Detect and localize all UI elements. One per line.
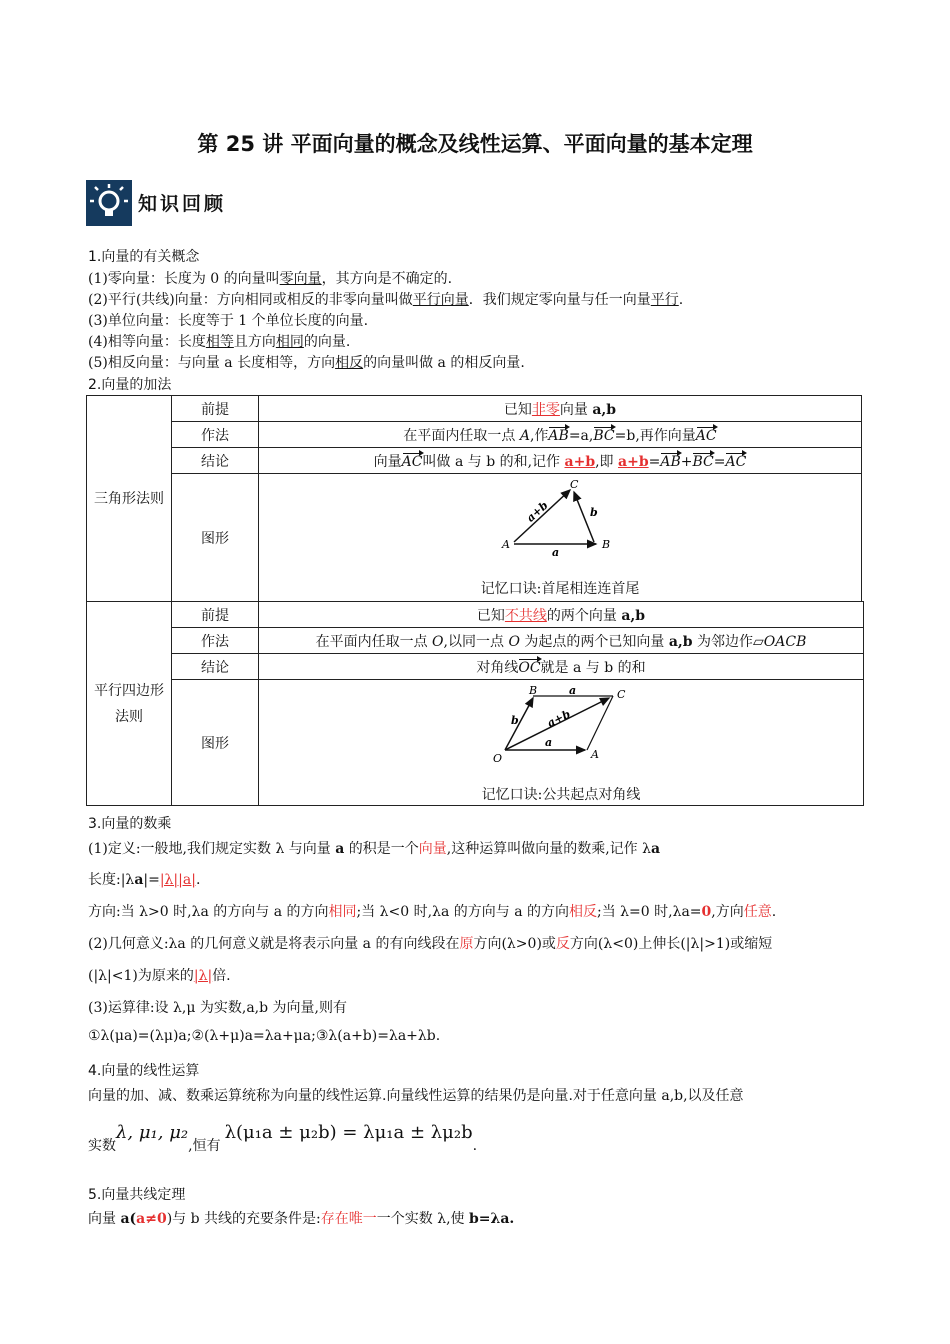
s3-laws-formulas: ①λ(μa)=(λμ)a;②(λ+μ)a=λa+μa;③λ(a+b)=λa+λb.	[88, 1028, 441, 1044]
parallelogram-conclusion: 对角线OC就是 a 与 b 的和	[259, 654, 864, 680]
row-label-conclusion: 结论	[172, 448, 259, 474]
s3-length: 长度:|λa|=|λ||a|.	[88, 872, 201, 888]
s3-direction: 方向:当 λ>0 时,λa 的方向与 a 的方向相同;当 λ<0 时,λa 的方向与 a 的方向相反;当 λ=0 时,λa=0,方向任意.	[88, 904, 777, 920]
point-O: O	[493, 752, 503, 765]
row-label-method: 作法	[172, 628, 259, 654]
row-label-figure: 图形	[172, 680, 259, 806]
triangle-figure	[490, 476, 630, 558]
triangle-rule-name: 三角形法则	[87, 396, 172, 602]
label-b: b	[511, 714, 519, 727]
row-label-premise: 前提	[172, 602, 259, 628]
section-4-heading: 4.向量的线性运算	[88, 1063, 200, 1079]
point-B: B	[529, 684, 538, 697]
s4-formula-line: 实数λ, μ₁, μ₂,恒有λ(μ₁a ± μ₂b) = λμ₁a ± λμ₂b.	[88, 1122, 478, 1154]
triangle-figure-cell	[259, 474, 862, 602]
s5-theorem: 向量 a(a≠0)与 b 共线的充要条件是:存在唯一一个实数 λ,使 b=λa.	[88, 1211, 515, 1227]
lightbulb-icon	[86, 180, 132, 226]
label-a-bottom: a	[545, 736, 553, 749]
parallelogram-rule-name: 平行四边形法则	[87, 602, 172, 806]
section-2-heading: 2.向量的加法	[88, 377, 172, 393]
point-A: A	[502, 538, 510, 551]
s1-line-4: (4)相等向量：长度相等且方向相同的向量.	[88, 334, 351, 350]
label-a-top: a	[569, 684, 577, 697]
s3-geometric-meaning: (2)几何意义:λa 的几何意义就是将表示向量 a 的有向线段在原方向(λ>0)或反方向(λ<0)上伸长(|λ|>1)或缩短	[88, 936, 773, 952]
row-label-figure: 图形	[172, 474, 259, 602]
s3-laws: (3)运算律:设 λ,μ 为实数,a,b 为向量,则有	[88, 1000, 347, 1016]
segment-AC	[587, 696, 613, 750]
point-B: B	[602, 538, 611, 551]
parallelogram-figure-cell	[259, 680, 864, 806]
section-5-heading: 5.向量共线定理	[88, 1187, 186, 1203]
s1-line-2: (2)平行(共线)向量：方向相同或相反的非零向量叫做平行向量．我们规定零向量与任一向量平行.	[88, 292, 684, 308]
label-b: b	[590, 506, 598, 519]
triangle-method: 在平面内任取一点 A,作AB=a,BC=b,再作向量AC	[259, 422, 862, 448]
label-a: a	[552, 546, 560, 558]
point-C: C	[570, 478, 579, 491]
parallelogram-memory-tip: 记忆口诀:公共起点对角线	[481, 787, 641, 803]
point-C: C	[617, 688, 626, 701]
s1-line-3: (3)单位向量：长度等于 1 个单位长度的向量.	[88, 313, 369, 329]
parallelogram-rule-table	[86, 601, 864, 806]
triangle-rule-table	[86, 395, 862, 602]
s3-definition: (1)定义:一般地,我们规定实数 λ 与向量 a 的积是一个向量,这种运算叫做向量的数乘,记作 λa	[88, 841, 661, 857]
label-a-plus-b: a+b	[545, 707, 573, 730]
point-A: A	[591, 748, 599, 761]
row-label-premise: 前提	[172, 396, 259, 422]
row-label-method: 作法	[172, 422, 259, 448]
s3-geometric-meaning-2: (|λ|<1)为原来的|λ|倍.	[88, 968, 231, 984]
parallelogram-method: 在平面内任取一点 O,以同一点 O 为起点的两个已知向量 a,b 为邻边作▱OACB	[259, 628, 864, 654]
s4-text: 向量的加、减、数乘运算统称为向量的线性运算.向量线性运算的结果仍是向量.对于任意向量 a,b,以及任意	[88, 1088, 744, 1104]
page-title: 第 25 讲 平面向量的概念及线性运算、平面向量的基本定理	[197, 132, 753, 156]
s1-line-1: (1)零向量：长度为 0 的向量叫零向量，其方向是不确定的.	[88, 271, 453, 287]
parallelogram-premise: 已知不共线的两个向量 a,b	[259, 602, 864, 628]
s1-line-5: (5)相反向量：与向量 a 长度相等，方向相反的向量叫做 a 的相反向量.	[88, 355, 525, 371]
triangle-conclusion: 向量AC叫做 a 与 b 的和,记作 a+b,即 a+b=AB+BC=AC	[259, 448, 862, 474]
section-header-label: 知识回顾	[138, 193, 227, 215]
row-label-conclusion: 结论	[172, 654, 259, 680]
triangle-premise: 已知非零向量 a,b	[259, 396, 862, 422]
section-1-heading: 1.向量的有关概念	[88, 249, 200, 265]
section-3-heading: 3.向量的数乘	[88, 816, 172, 832]
triangle-memory-tip: 记忆口诀:首尾相连连首尾	[480, 581, 640, 597]
label-a-plus-b: a+b	[524, 498, 551, 525]
parallelogram-figure	[491, 684, 631, 766]
